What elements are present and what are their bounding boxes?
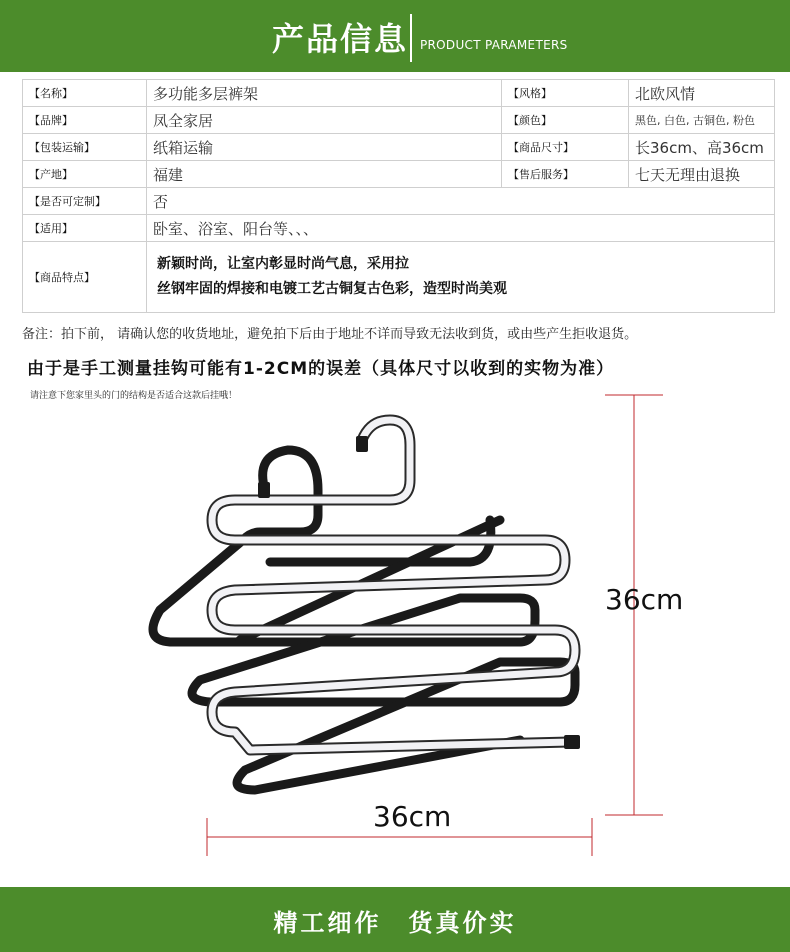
header-title: 产品信息 [272, 20, 409, 58]
param-value: 凤全家居 [147, 107, 502, 134]
width-label: 36cm [373, 800, 452, 833]
param-label: 【风格】 [502, 80, 629, 107]
footer-banner [0, 887, 790, 952]
param-value: 北欧风情 [629, 80, 775, 107]
param-label: 【是否可定制】 [23, 188, 147, 215]
param-value: 多功能多层裤架 [147, 80, 502, 107]
param-label: 【包装运输】 [23, 134, 147, 161]
param-value: 否 [147, 188, 775, 215]
order-note: 备注：拍下前， 请确认您的收货地址，避免拍下后由于地址不详而导致无法收到货，或由些产生拒收退货。 [22, 327, 638, 342]
rod-end-cap [564, 735, 580, 749]
param-label: 【产地】 [23, 161, 147, 188]
param-label: 【适用】 [23, 215, 147, 242]
param-value: 卧室、浴室、阳台等、、、 [147, 215, 775, 242]
features-line: 新颖时尚，让室内彰显时尚气息，采用拉 [157, 256, 409, 272]
param-label: 【名称】 [23, 80, 147, 107]
measurement-warning: 由于是手工测量挂钩可能有1-2CM的误差（具体尺寸以收到的实物为准） [27, 359, 615, 379]
param-value: 福建 [147, 161, 502, 188]
hook-end-cap [356, 436, 368, 452]
param-label: 【颜色】 [502, 107, 629, 134]
param-value: 长36cm、高36cm [629, 134, 775, 161]
features-line: 丝钢牢固的焊接和电镀工艺古铜复古色彩，造型时尚美观 [157, 281, 507, 297]
param-label: 【商品特点】 [23, 242, 147, 313]
param-value: 纸箱运输 [147, 134, 502, 161]
black-hook-end-cap [258, 482, 270, 498]
param-label: 【商品尺寸】 [502, 134, 629, 161]
param-value: 黑色, 白色, 古铜色, 粉色 [629, 107, 775, 134]
param-label: 【品牌】 [23, 107, 147, 134]
door-tip: 请注意下您家里头的门的结构是否适合这款后挂哦！ [30, 391, 238, 401]
param-value: 七天无理由退换 [629, 161, 775, 188]
height-label: 36cm [605, 583, 684, 616]
footer-slogan: 精工细作 货真价实 [273, 909, 517, 937]
param-label: 【售后服务】 [502, 161, 629, 188]
header-subtitle: PRODUCT PARAMETERS [420, 38, 568, 52]
